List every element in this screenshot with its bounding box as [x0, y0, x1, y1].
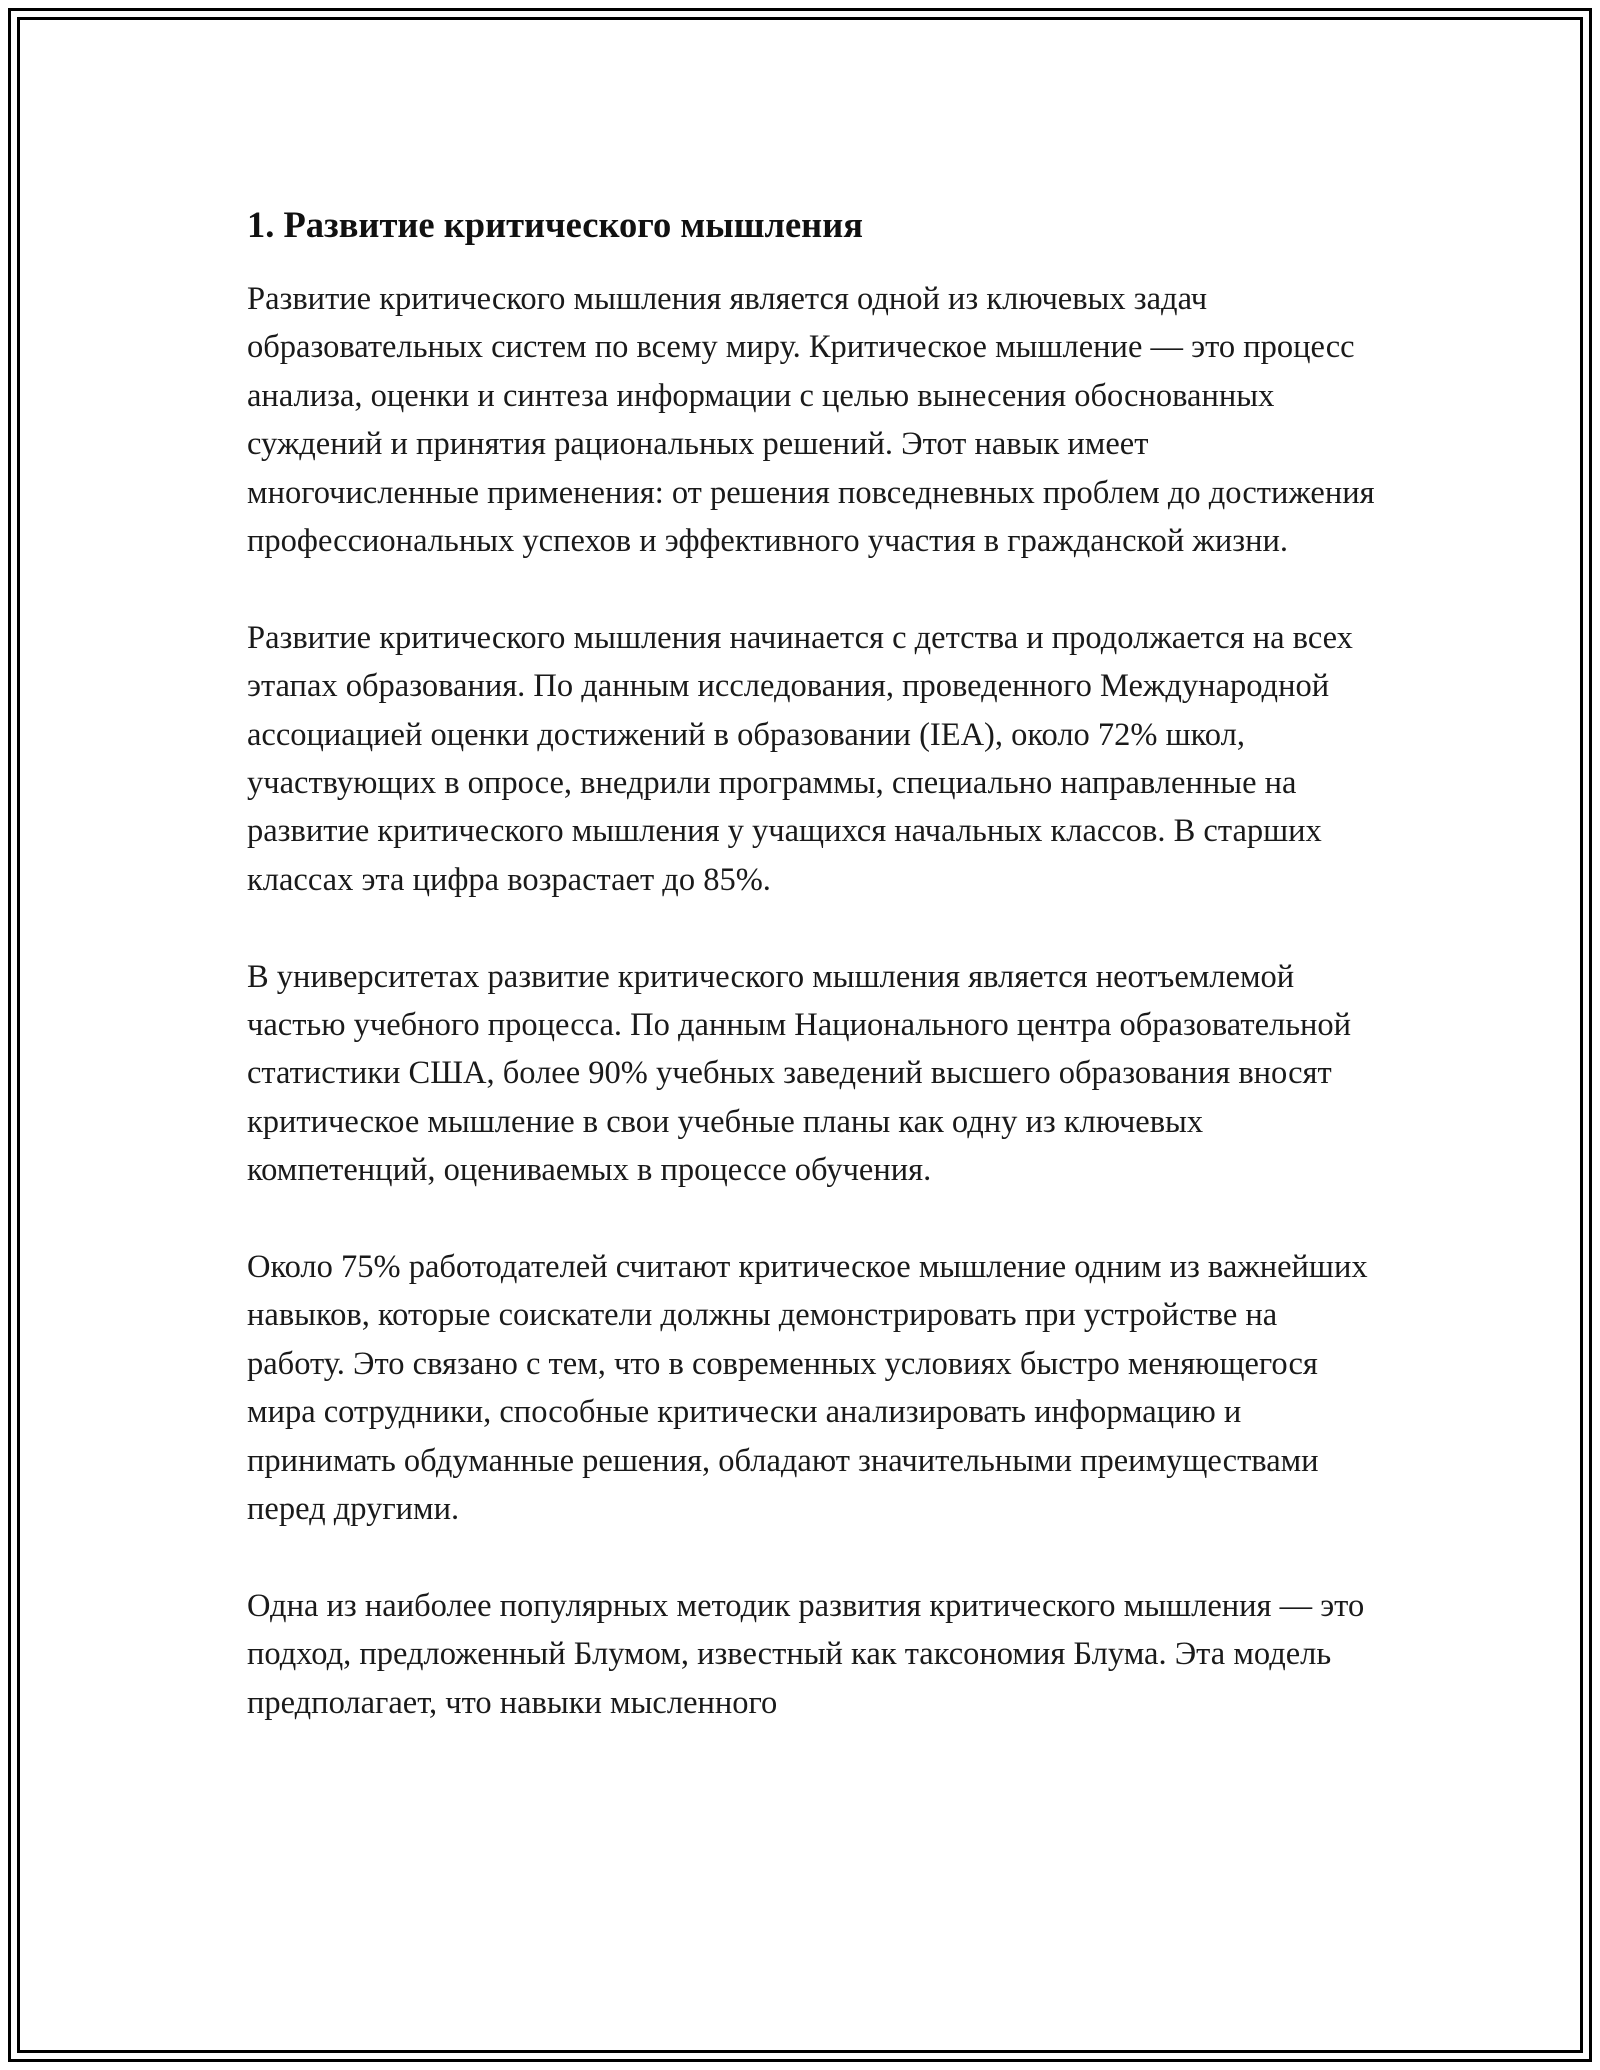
page-frame — [8, 8, 1592, 2062]
document-body — [247, 199, 1382, 1776]
paragraph-intro: Развитие критического мышления является одной из ключевых задач образовательных систем по всему миру. Критическое мышление — это процесс анализа, оценки и синтеза информации с целью вынесения обоснованных суждений и принятия рациональных решений. Этот навык имеет многочисленные применения: от решения повседневных проблем до достижения профессиональных успехов и эффективного участия в гражданской жизни. — [247, 281, 1375, 560]
paragraph-bloom: Одна из наиболее популярных методик развития критического мышления — это подход, предложенный Блумом, известный как таксономия Блума. Эта модель предполагает, что навыки мысленного — [247, 1587, 1365, 1721]
paragraph-schools: Развитие критического мышления начинается с детства и продолжается на всех этапах образования. По данным исследования, проведенного Международной ассоциацией оценки достижений в образовании (IEA), около 72% школ, участвующих в опросе, внедрили программы, специально направленные на развитие критического мышления у учащихся начальных классов. В старших классах эта цифра возрастает до 85%. — [247, 619, 1353, 898]
paragraph-employers: Около 75% работодателей считают критическое мышление одним из важнейших навыков, которые соискатели должны демонстрировать при устройстве на работу. Это связано с тем, что в современных условиях быстро меняющегося мира сотрудники, способные критически анализировать информацию и принимать обдуманные решения, обладают значительными преимуществами перед другими. — [247, 1249, 1368, 1528]
section-heading: 1. Развитие критического мышления — [247, 204, 863, 245]
paragraph-universities: В университетах развитие критического мышления является неотъемлемой частью учебного процесса. По данным Национального центра образовательной статистики США, более 90% учебных заведений высшего образования вносят критическое мышление в свои учебные планы как одну из ключевых компетенций, оцениваемых в процессе обучения. — [247, 958, 1352, 1189]
